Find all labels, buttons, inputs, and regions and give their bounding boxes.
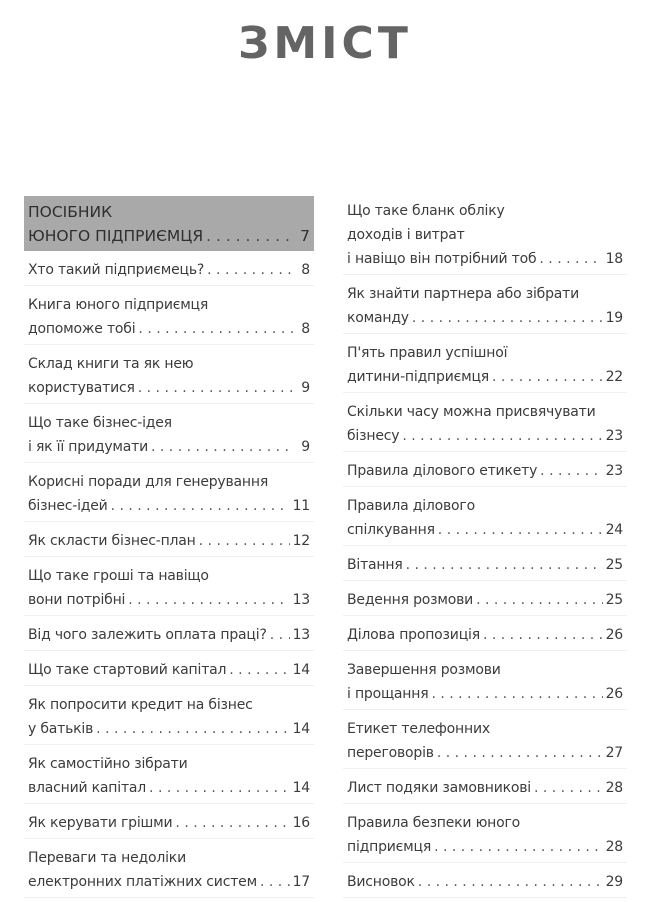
page-number: 25 — [605, 592, 623, 608]
toc-entry-text: Лист подяки замовникові — [347, 780, 531, 796]
dot-leader — [207, 258, 293, 282]
toc-entry-text: і як її придумати — [28, 439, 148, 455]
dot-leader — [229, 658, 289, 682]
toc-entry-text: бізнесу — [347, 428, 400, 444]
toc-entry[interactable] — [24, 843, 314, 898]
page-number: 18 — [605, 251, 623, 267]
page-number: 8 — [301, 262, 310, 278]
toc-entry[interactable] — [24, 408, 314, 463]
toc-entry-text: Правила ділового етикету — [347, 463, 538, 479]
toc-entry-text-line: Склад книги та як нею — [28, 356, 194, 372]
toc-entry-text-line: Правила ділового — [347, 498, 475, 514]
toc-entry-text-line: Правила безпеки юного — [347, 815, 521, 831]
dot-leader — [128, 588, 289, 612]
toc-entry-text: Як скласти бізнес-план — [28, 533, 196, 549]
dot-leader — [138, 376, 293, 400]
toc-entry-last-line — [28, 376, 310, 400]
dot-leader — [260, 870, 290, 894]
toc-entry[interactable] — [343, 808, 627, 863]
toc-entry[interactable] — [343, 279, 627, 334]
toc-entry-text: спілкування — [347, 522, 435, 538]
toc-entry-text-line: Завершення розмови — [347, 662, 501, 678]
toc-entry-text: дитини-підприємця — [347, 369, 489, 385]
toc-entry[interactable] — [343, 585, 627, 616]
toc-entry[interactable] — [343, 655, 627, 710]
toc-entry[interactable] — [343, 491, 627, 546]
toc-entry-last-line — [347, 518, 623, 542]
toc-left-column — [24, 196, 314, 902]
toc-entry-text-line: Етикет телефонних — [347, 721, 490, 737]
page-number: 28 — [605, 780, 623, 796]
toc-entry[interactable] — [343, 338, 627, 393]
page-number: 14 — [292, 780, 310, 796]
toc-entry[interactable] — [24, 655, 314, 686]
toc-right-column — [343, 196, 627, 902]
toc-entry-last-line — [347, 835, 623, 859]
toc-entry-last-line — [347, 682, 623, 706]
dot-leader — [138, 317, 293, 341]
toc-entry[interactable] — [343, 773, 627, 804]
page-number: 17 — [292, 874, 310, 890]
toc-entry[interactable] — [24, 808, 314, 839]
toc-entry-last-line — [28, 435, 310, 459]
toc-entry-text: Як керувати грішми — [28, 815, 173, 831]
dot-leader — [199, 529, 290, 553]
toc-entry-text: користуватися — [28, 380, 135, 396]
toc-entry-text-line: Що таке бізнес-ідея — [28, 415, 172, 431]
toc-entry[interactable] — [343, 714, 627, 769]
toc-entry[interactable] — [24, 467, 314, 522]
page-number: 28 — [605, 839, 623, 855]
dot-leader — [402, 424, 602, 448]
toc-entry-text: бізнес-ідей — [28, 498, 108, 514]
dot-leader — [437, 741, 603, 765]
toc-entry-text: у батьків — [28, 721, 94, 737]
page-number: 25 — [605, 557, 623, 573]
toc-entry-text-line: Як знайти партнера або зібрати — [347, 286, 579, 302]
toc-entry-text-line: Книга юного підприємця — [28, 297, 209, 313]
toc-entry-last-line — [347, 741, 623, 765]
dot-leader — [149, 776, 290, 800]
dot-leader — [96, 717, 289, 741]
toc-entry-text: Хто такий підприємець? — [28, 262, 205, 278]
dot-leader — [534, 776, 603, 800]
toc-entry-text: вони потрібні — [28, 592, 126, 608]
page-title: ЗМІСТ — [238, 18, 412, 69]
toc-entry-text-line: ПОСІБНИК — [28, 203, 113, 221]
dot-leader — [406, 553, 603, 577]
page-number: 7 — [300, 227, 310, 245]
dot-leader — [431, 682, 602, 706]
toc-entry-last-line — [347, 623, 623, 647]
toc-entry[interactable] — [24, 749, 314, 804]
toc-entry-text-line: Переваги та недоліки — [28, 850, 186, 866]
toc-entry-text-line: Що таке гроші та навіщо — [28, 568, 209, 584]
toc-entry-text: Від чого залежить оплата праці? — [28, 627, 267, 643]
toc-entry[interactable] — [343, 196, 627, 275]
dot-leader — [270, 623, 290, 647]
toc-entry-last-line — [347, 870, 623, 894]
toc-entry-text: електронних платіжних систем — [28, 874, 257, 890]
toc-entry-text: Ділова пропозиція — [347, 627, 480, 643]
page-number: 14 — [292, 662, 310, 678]
toc-entry-text: Що таке стартовий капітал — [28, 662, 227, 678]
page-number: 9 — [301, 380, 310, 396]
toc-entry-text-line: Як самостійно зібрати — [28, 756, 188, 772]
toc-entry-last-line — [28, 623, 310, 647]
toc-entry-last-line — [28, 529, 310, 553]
dot-leader — [418, 870, 603, 894]
dot-leader — [111, 494, 290, 518]
page-number: 8 — [301, 321, 310, 337]
toc-entry-last-line — [28, 776, 310, 800]
toc-entry-last-line — [28, 870, 310, 894]
toc-entry-text: і прощання — [347, 686, 429, 702]
toc-entry-last-line — [28, 658, 310, 682]
toc-entry[interactable] — [24, 526, 314, 557]
toc-entry-text: переговорів — [347, 745, 434, 761]
dot-leader — [206, 224, 293, 248]
page-number: 23 — [605, 463, 623, 479]
dot-leader — [492, 365, 603, 389]
toc-entry-last-line — [347, 306, 623, 330]
toc-entry-last-line — [28, 224, 310, 248]
page-number: 23 — [605, 428, 623, 444]
toc-entry[interactable] — [24, 561, 314, 616]
toc-entry-text: підприємця — [347, 839, 432, 855]
page-number: 26 — [605, 686, 623, 702]
toc-entry-text: Ведення розмови — [347, 592, 474, 608]
page-number: 22 — [605, 369, 623, 385]
toc-entry[interactable] — [343, 456, 627, 487]
toc-entry-last-line — [28, 811, 310, 835]
toc-entry-last-line — [28, 317, 310, 341]
toc-section-heading[interactable] — [24, 196, 314, 251]
toc-entry-text-line: Корисні поради для генерування — [28, 474, 269, 490]
toc-entry[interactable] — [24, 290, 314, 345]
toc-entry-last-line — [347, 247, 623, 271]
toc-entry[interactable] — [24, 620, 314, 651]
toc-entry-last-line — [28, 494, 310, 518]
dot-leader — [540, 459, 602, 483]
toc-entry[interactable] — [24, 255, 314, 286]
page-number: 16 — [292, 815, 310, 831]
toc-entry-text: ЮНОГО ПІДПРИЄМЦЯ — [28, 227, 204, 245]
page-number: 26 — [605, 627, 623, 643]
toc-entry-text: допоможе тобі — [28, 321, 136, 337]
page-number: 14 — [292, 721, 310, 737]
toc-entry-text-line: доходів і витрат — [347, 227, 465, 243]
dot-leader — [483, 623, 603, 647]
toc-entry-last-line — [347, 365, 623, 389]
page-number: 12 — [292, 533, 310, 549]
page-number: 24 — [605, 522, 623, 538]
dot-leader — [539, 247, 602, 271]
toc-entry[interactable] — [24, 690, 314, 745]
toc-entry[interactable] — [343, 397, 627, 452]
toc-entry-text-line: П'ять правил успішної — [347, 345, 508, 361]
dot-leader — [434, 835, 603, 859]
page-number: 29 — [605, 874, 623, 890]
page-number: 11 — [292, 498, 310, 514]
toc-entry-last-line — [28, 588, 310, 612]
toc-entry-last-line — [28, 258, 310, 282]
page-number: 9 — [301, 439, 310, 455]
page-number: 13 — [292, 592, 310, 608]
toc-entry[interactable] — [343, 550, 627, 581]
toc-entry-last-line — [347, 459, 623, 483]
toc-entry-text-line: Як попросити кредит на бізнес — [28, 697, 253, 713]
toc-entry-text: Вітання — [347, 557, 403, 573]
page-number: 19 — [605, 310, 623, 326]
toc-entry-last-line — [347, 588, 623, 612]
dot-leader — [412, 306, 603, 330]
toc-entry-last-line — [347, 776, 623, 800]
dot-leader — [175, 811, 289, 835]
dot-leader — [151, 435, 293, 459]
toc-entry[interactable] — [24, 349, 314, 404]
toc-entry-text: Висновок — [347, 874, 415, 890]
toc-entry-last-line — [347, 424, 623, 448]
toc-entry[interactable] — [343, 867, 627, 898]
toc-entry-text-line: Скільки часу можна присвячувати — [347, 404, 596, 420]
toc-entry-text: власний капітал — [28, 780, 147, 796]
toc-entry-last-line — [28, 717, 310, 741]
toc-entry-last-line — [347, 553, 623, 577]
dot-leader — [438, 518, 603, 542]
toc-entry[interactable] — [343, 620, 627, 651]
page-number: 27 — [605, 745, 623, 761]
dot-leader — [476, 588, 603, 612]
toc-entry-text: і навіщо він потрібний тоб — [347, 251, 537, 267]
page-number: 13 — [292, 627, 310, 643]
toc-entry-text-line: Що таке бланк обліку — [347, 203, 505, 219]
toc-entry-text: команду — [347, 310, 409, 326]
